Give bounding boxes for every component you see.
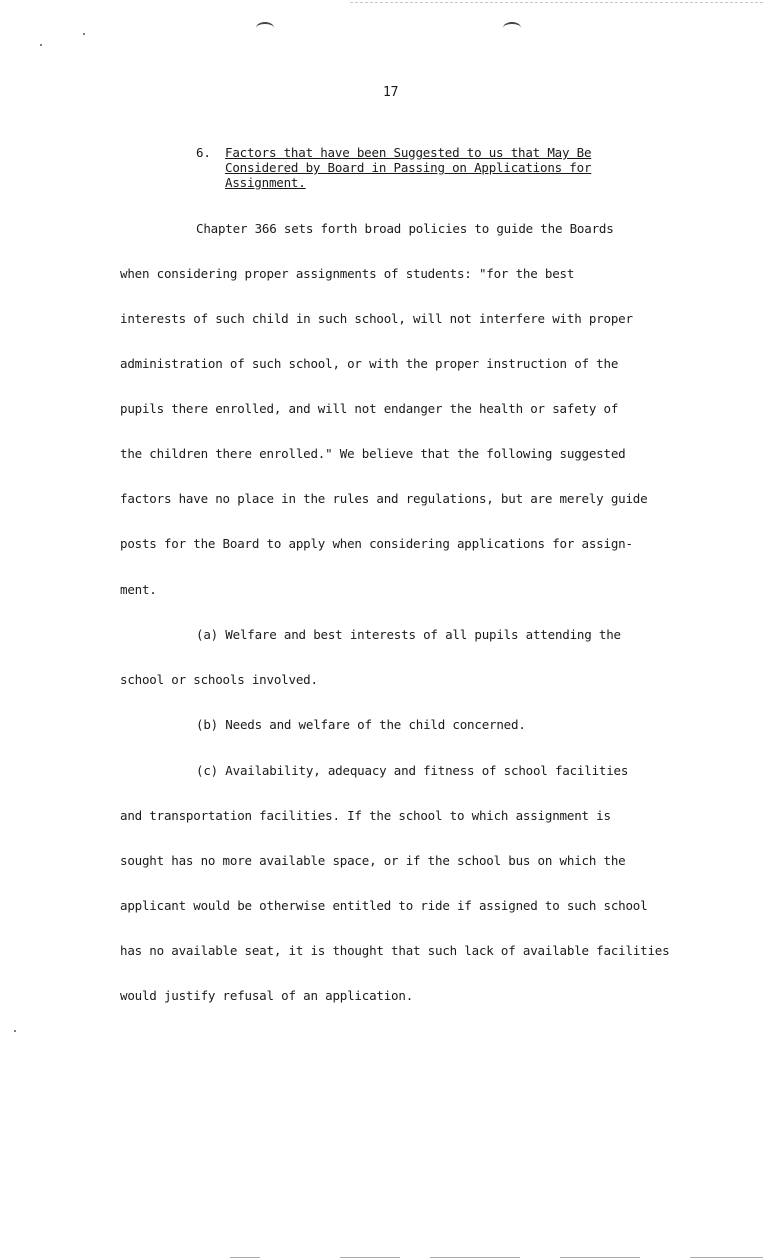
- punch-hole-left: [256, 22, 274, 34]
- list-item-b: (b) Needs and welfare of the child concerned.: [196, 717, 526, 732]
- page-number: 17: [383, 85, 399, 100]
- body-line: school or schools involved.: [120, 672, 318, 687]
- body-line: interests of such child in such school, will not interfere with proper: [120, 311, 633, 326]
- body-line: ment.: [120, 582, 157, 597]
- body-line: pupils there enrolled, and will not endanger the health or safety of: [120, 401, 619, 416]
- body-line: factors have no place in the rules and regulations, but are merely guide: [120, 491, 648, 506]
- body-line: sought has no more available space, or if the school bus on which the: [120, 853, 626, 868]
- body-line: applicant would be otherwise entitled to ride if assigned to such school: [120, 898, 648, 913]
- body-line: the children there enrolled." We believe that the following suggested: [120, 446, 626, 461]
- body-line: when considering proper assignments of students: "for the best: [120, 266, 575, 281]
- top-dashed-rule: [350, 2, 763, 3]
- bottom-scan-rule: [230, 1257, 260, 1258]
- body-line: and transportation facilities. If the school to which assignment is: [120, 808, 611, 823]
- bottom-scan-rule: [690, 1257, 763, 1258]
- body-line: would justify refusal of an application.: [120, 988, 414, 1003]
- body-line: posts for the Board to apply when considering applications for assign-: [120, 536, 633, 551]
- body-line: has no available seat, it is thought that such lack of available facilities: [120, 943, 670, 958]
- section-number: 6.: [196, 145, 211, 160]
- body-line: administration of such school, or with the proper instruction of the: [120, 356, 619, 371]
- bottom-scan-rule: [340, 1257, 400, 1258]
- list-item-a: (a) Welfare and best interests of all pupils attending the: [196, 627, 621, 642]
- scan-speck: [40, 44, 42, 46]
- bottom-scan-rule: [560, 1257, 640, 1258]
- bottom-scan-rule: [430, 1257, 520, 1258]
- scan-speck: [14, 1030, 16, 1032]
- punch-hole-right: [503, 22, 521, 34]
- list-item-c: (c) Availability, adequacy and fitness of school facilities: [196, 763, 629, 778]
- body-line: Chapter 366 sets forth broad policies to guide the Boards: [196, 221, 614, 236]
- scan-speck: [83, 33, 85, 35]
- section-title: Factors that have been Suggested to us that May Be Considered by Board in Passing on Applications for Assignment.: [225, 145, 592, 190]
